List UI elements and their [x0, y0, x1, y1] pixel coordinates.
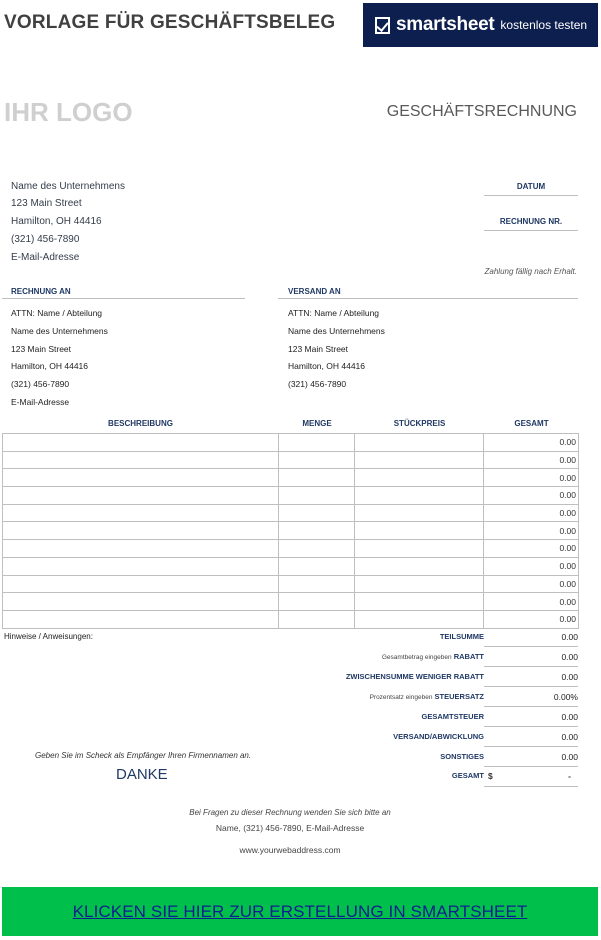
ship-to-heading: VERSAND AN [288, 287, 341, 296]
invoice-number-field[interactable] [484, 230, 578, 231]
subtotal-value: 0.00 [561, 632, 578, 642]
total-tax-label [421, 712, 484, 721]
table-row [3, 487, 579, 505]
tax-rate-label [370, 692, 484, 701]
table-row [3, 522, 579, 540]
bill-to-divider [2, 298, 245, 299]
description-cell[interactable] [3, 522, 279, 540]
contact-intro: Bei Fragen zu dieser Rechnung wenden Sie sich bitte an [189, 808, 391, 817]
other-label [440, 752, 484, 761]
check-note: Geben Sie im Scheck als Empfänger Ihren Firmennamen an. [35, 751, 252, 760]
unit-price-cell[interactable] [355, 593, 484, 611]
description-cell[interactable] [3, 469, 279, 487]
line-total-cell: 0.00 [484, 451, 579, 469]
description-cell[interactable] [3, 540, 279, 558]
brand-name: smartsheet [396, 14, 495, 35]
contact-details: Name, (321) 456-7890, E-Mail-Adresse [215, 823, 365, 833]
description-cell[interactable] [3, 593, 279, 611]
table-row [3, 469, 579, 487]
quantity-cell[interactable] [279, 487, 355, 505]
summary-divider [484, 766, 578, 767]
company-city: Hamilton, OH 44416 [11, 216, 102, 227]
smartsheet-check-icon [375, 17, 390, 34]
summary-divider [484, 666, 578, 667]
table-row [3, 434, 579, 452]
other-label-text: SONSTIGES [440, 752, 484, 761]
line-total-cell: 0.00 [484, 522, 579, 540]
grand-total-value: - [568, 771, 571, 781]
discount-value[interactable]: 0.00 [561, 652, 578, 662]
ship-to-line: Name des Unternehmens [288, 326, 385, 336]
unit-price-cell[interactable] [355, 540, 484, 558]
description-cell[interactable] [3, 434, 279, 452]
bill-to-line: Hamilton, OH 44416 [11, 361, 89, 371]
other-value[interactable]: 0.00 [561, 752, 578, 762]
summary-divider [484, 746, 578, 747]
line-total-cell: 0.00 [484, 434, 579, 452]
subtotal-label-text: TEILSUMME [439, 632, 484, 641]
bill-to-line: ATTN: Name / Abteilung [11, 308, 103, 318]
bill-to-line: (321) 456-7890 [11, 379, 70, 389]
bill-to-line: Name des Unternehmens [11, 326, 108, 336]
table-row [3, 451, 579, 469]
table-row [3, 557, 579, 575]
unit-price-cell[interactable] [355, 522, 484, 540]
date-field[interactable] [484, 195, 578, 196]
discount-hint: Gesamtbetrag eingeben [381, 654, 452, 661]
description-cell[interactable] [3, 575, 279, 593]
tax-rate-value[interactable]: 0.00% [553, 692, 578, 702]
subtotal-less-discount-value: 0.00 [561, 672, 578, 682]
line-total-cell: 0.00 [484, 593, 579, 611]
summary-divider [484, 646, 578, 647]
tax-hint: Prozentsatz eingeben [369, 694, 433, 701]
ship-to-line: Hamilton, OH 44416 [288, 361, 366, 371]
quantity-cell[interactable] [279, 522, 355, 540]
ship-to-divider [278, 298, 578, 299]
subtotal-label [440, 632, 484, 641]
bill-to-heading: RECHNUNG AN [11, 287, 71, 296]
quantity-cell[interactable] [279, 504, 355, 522]
quantity-cell[interactable] [279, 557, 355, 575]
description-cell[interactable] [3, 451, 279, 469]
notes-label: Hinweise / Anweisungen: [4, 632, 93, 641]
create-in-smartsheet-banner[interactable] [2, 887, 598, 936]
grand-total-label [452, 771, 484, 780]
table-row [3, 593, 579, 611]
brand-cta: kostenlos testen [500, 18, 588, 32]
company-street: 123 Main Street [11, 198, 82, 209]
column-header-description: BESCHREIBUNG [108, 419, 173, 428]
due-note: Zahlung fällig nach Erhalt. [484, 267, 577, 276]
unit-price-cell[interactable] [355, 469, 484, 487]
ship-to-line: 123 Main Street [288, 344, 349, 354]
summary-divider [484, 786, 578, 787]
thank-you: DANKE [116, 766, 168, 783]
quantity-cell[interactable] [279, 575, 355, 593]
unit-price-cell[interactable] [355, 575, 484, 593]
column-header-quantity: MENGE [302, 419, 332, 428]
table-row [3, 504, 579, 522]
company-phone: (321) 456-7890 [11, 234, 80, 245]
summary-divider [484, 706, 578, 707]
smartsheet-trial-banner[interactable] [363, 3, 598, 47]
description-cell[interactable] [3, 504, 279, 522]
bill-to-line: 123 Main Street [11, 344, 72, 354]
unit-price-cell[interactable] [355, 610, 484, 628]
document-title: GESCHÄFTSRECHNUNG [386, 103, 577, 120]
column-header-total: GESAMT [514, 419, 549, 428]
grand-total-label-text: GESAMT [451, 771, 484, 780]
summary-divider [484, 686, 578, 687]
line-total-cell: 0.00 [484, 487, 579, 505]
ship-to-line: (321) 456-7890 [288, 379, 347, 389]
page-title: VORLAGE FÜR GESCHÄFTSBELEG [4, 12, 336, 33]
unit-price-cell[interactable] [355, 504, 484, 522]
logo-placeholder: IHR LOGO [4, 97, 133, 127]
quantity-cell[interactable] [279, 451, 355, 469]
invoice-number-label: RECHNUNG NR. [499, 217, 563, 226]
unit-price-cell[interactable] [355, 451, 484, 469]
table-row [3, 610, 579, 628]
table-row [3, 540, 579, 558]
line-total-cell: 0.00 [484, 557, 579, 575]
total-tax-value: 0.00 [561, 712, 578, 722]
total-tax-label-text: GESAMTSTEUER [421, 712, 484, 721]
grand-total-currency: $ [488, 771, 493, 781]
line-total-cell: 0.00 [484, 575, 579, 593]
line-total-cell: 0.00 [484, 610, 579, 628]
unit-price-cell[interactable] [355, 487, 484, 505]
discount-label [382, 652, 484, 661]
subtotal-less-label-text: ZWISCHENSUMME WENIGER RABATT [345, 672, 484, 681]
shipping-label-text: VERSAND/ABWICKLUNG [393, 732, 484, 741]
column-header-unit-price: STÜCKPREIS [393, 419, 446, 428]
shipping-value[interactable]: 0.00 [561, 732, 578, 742]
quantity-cell[interactable] [279, 469, 355, 487]
create-in-smartsheet-link[interactable]: KLICKEN SIE HIER ZUR ERSTELLUNG IN SMARTSHEET [72, 901, 528, 921]
table-row [3, 575, 579, 593]
unit-price-cell[interactable] [355, 557, 484, 575]
line-total-cell: 0.00 [484, 469, 579, 487]
line-items-table [2, 433, 579, 629]
line-total-cell: 0.00 [484, 540, 579, 558]
unit-price-cell[interactable] [355, 434, 484, 452]
description-cell[interactable] [3, 557, 279, 575]
quantity-cell[interactable] [279, 610, 355, 628]
discount-label-text: RABATT [453, 652, 484, 661]
description-cell[interactable] [3, 610, 279, 628]
bill-to-line: E-Mail-Adresse [11, 397, 70, 407]
shipping-label [393, 732, 484, 741]
company-name: Name des Unternehmens [11, 181, 125, 192]
tax-label-text: STEUERSATZ [434, 692, 484, 701]
subtotal-less-discount-label [346, 672, 484, 681]
quantity-cell[interactable] [279, 540, 355, 558]
line-total-cell: 0.00 [484, 504, 579, 522]
description-cell[interactable] [3, 487, 279, 505]
date-label: DATUM [516, 182, 546, 191]
ship-to-line: ATTN: Name / Abteilung [288, 308, 380, 318]
website-link[interactable]: www.yourwebaddress.com [239, 845, 341, 855]
summary-divider [484, 726, 578, 727]
quantity-cell[interactable] [279, 434, 355, 452]
company-email: E-Mail-Adresse [11, 252, 80, 263]
quantity-cell[interactable] [279, 593, 355, 611]
